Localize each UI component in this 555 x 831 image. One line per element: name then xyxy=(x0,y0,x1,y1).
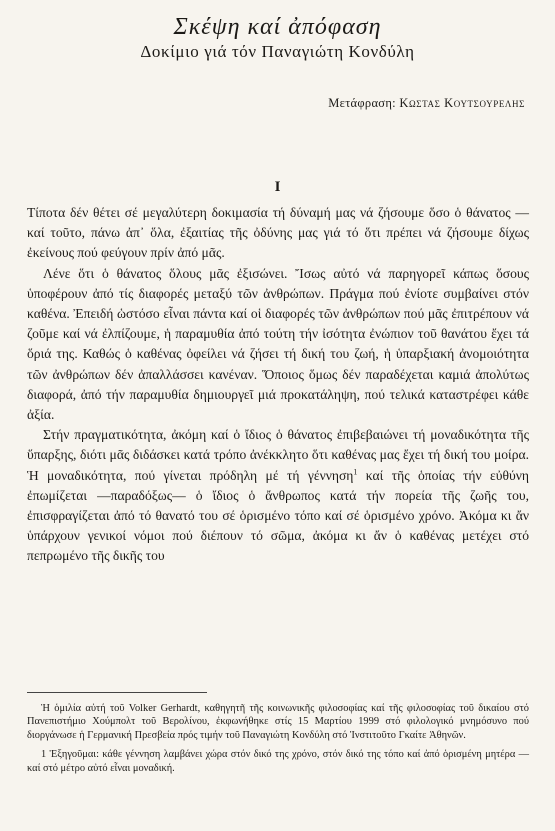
footnote-intro: Ἡ ὁμιλία αὐτή τοῦ Volker Gerhardt, καθηγητῆ τῆς κοινωνικῆς φιλοσοφίας καί τῆς φιλοσοφίας τοῦ δικαίου στό Πανεπιστήμιο Χούμπολτ τοῦ Βερολίνου, ἐκφωνήθηκε στίς 15 Μαρτίου 1999 στό φιλολογικό μνημόσυνο πού διοργάνωσε ἡ Γερμανική Πρεσβεία πρός τιμήν τοῦ Παναγιώτη Κονδύλη στό Ἰνστιτοῦτο Γκαίτε Ἀθηνῶν. xyxy=(27,703,529,741)
paragraph-3-part-2: καί τῆς ὁποίας τήν εὐθύνη ἐπωμίζεται —παραδόξως— ὁ ἴδιος ὁ ἄνθρωπος κατά τήν πορεία τῆς ζωῆς του, ἐπισφραγίζεται ἀπό τό θανατό του σέ ὁρισμένο τόπο καί σέ ὁρισμένο χρόνο. Ἀκόμα κι ἄν ὑπάρχουν γενικοί νόμοι πού διέπουν τό σῶμα, ἀκόμα κι ἄν ὁ καθένας μετέχει στό πεπρωμένο τῆς δικῆς του xyxy=(27,467,529,564)
footnote-ref-1: 1 xyxy=(353,467,358,477)
footnotes xyxy=(27,702,529,775)
section-number: I xyxy=(274,179,281,195)
paragraph-1: Τίποτα δέν θέτει σέ μεγαλύτερη δοκιμασία τή δύναμή μας νά ζήσουμε ὅσο ὁ θάνατος — καί τοῦτο, πάνω ἀπ᾽ ὅλα, ἐξαιτίας τῆς ὀδύνης μας γιά τό ὅτι πρέπει νά ζήσουμε δίχως ἐκείνους πού φεύγουν πρίν ἀπό μᾶς. xyxy=(27,205,529,261)
footnote-1: 1 Ἐξηγοῦμαι: κάθε γέννηση λαμβάνει χώρα στόν δικό της χρόνο, στόν δικό της τόπο καί ἀπό ὁρισμένη μητέρα — καί στό μέτρο αὐτό εἶναι μοναδική. xyxy=(27,749,529,774)
paragraph-3 xyxy=(27,425,529,566)
translator-credit xyxy=(328,96,525,111)
paragraph-2: Λένε ὅτι ὁ θάνατος ὅλους μᾶς ἐξισώνει. Ἴσως αὐτό νά παρηγορεῖ κάπως ὅσους ὑποφέρουν ἀπό τίς διαφορές μεταξύ τῶν ἀνθρώπων. Πράγμα πού ἐνίοτε συμβαίνει στόν καθένα. Ἐπειδή ὡστόσο εἶναι πάντα καί οἱ διαφορές τῶν ἀνθρώπων πού μᾶς ἐπιτρέπουν νά ζοῦμε καί νά ἐλπίζουμε, ἡ παραμυθία ἀπό τούτη τήν ἰσότητα ἐνώπιον τοῦ θανάτου ἔχει τά ὅριά της. Καθώς ὁ καθένας ὀφείλει νά ζήσει τή δική του ζωή, ἡ ὑπαρξιακή ἀνομοιότητα τῶν ἀνθρώπων δέν ἀπαλλάσσει κανέναν. Ὅποιος ὅμως δέν παραδέχεται καμιά ἀπολύτως διαφορά, ἀπό τήν παραμυθία δημιουργεῖ μιά προκατάληψη, πού τελικά καταστρέφει κάθε ἀξία. xyxy=(27,265,529,423)
essay-title: Σκέψη καί ἀπόφαση xyxy=(173,14,382,40)
translator-label: Μετάφραση: xyxy=(328,96,396,110)
paragraph-3-part-1: Στήν πραγματικότητα, ἀκόμη καί ὁ ἴδιος ὁ θάνατος ἐπιβεβαιώνει τή μοναδικότητα τῆς ὕπαρξης, διότι μᾶς διδάσκει κατά τρόπο ἀνέκκλητο ὅτι καθένας μας ἔχει τή δική του μοίρα. Ἡ μοναδικότητα, πού γίνεται πρόδηλη μέ τή γέννηση xyxy=(27,427,529,483)
footnote-divider xyxy=(27,692,207,693)
translator-name: Κωστας Κουτσουρελης xyxy=(399,96,525,110)
body-text xyxy=(27,203,529,567)
essay-subtitle: Δοκίμιο γιά τόν Παναγιώτη Κονδύλη xyxy=(140,42,415,61)
